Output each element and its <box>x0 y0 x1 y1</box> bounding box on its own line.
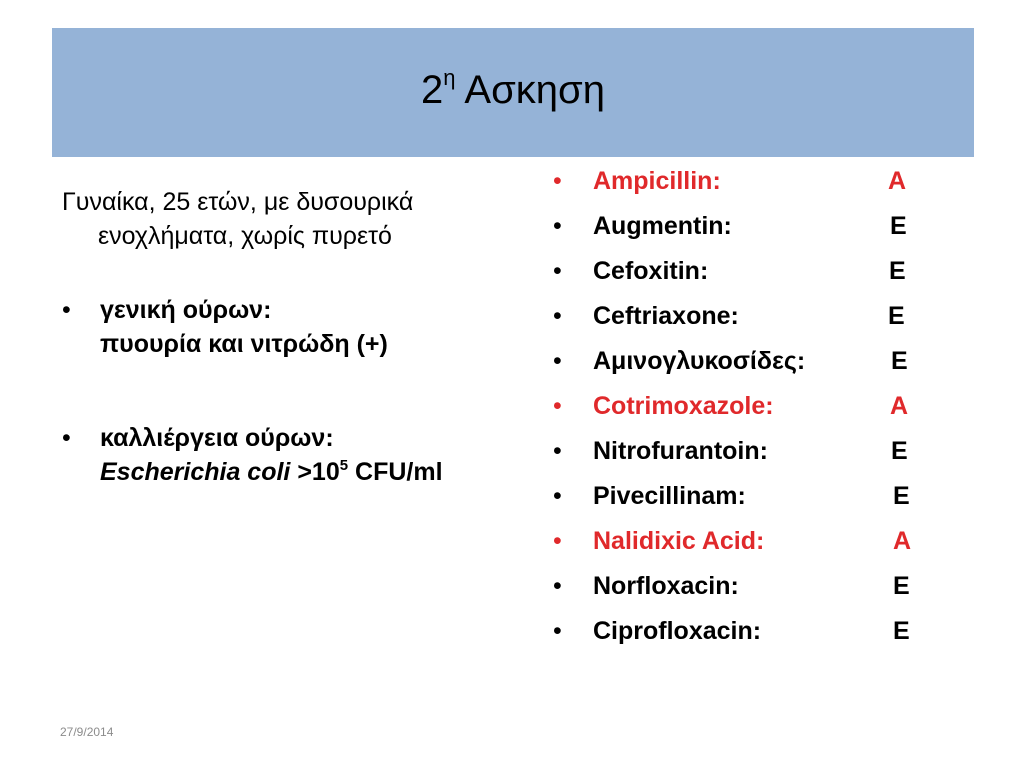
susceptibility-result: E <box>889 257 906 285</box>
bullet-icon: • <box>553 392 562 420</box>
antibiogram-list <box>553 163 973 658</box>
organism-name: Escherichia coli <box>100 458 291 486</box>
bullet-icon: • <box>62 424 71 452</box>
antibiotic-row <box>553 478 973 523</box>
antibiotic-row <box>553 163 973 208</box>
antibiotic-name: Nitrofurantoin: <box>593 437 768 465</box>
title-bar <box>52 28 974 157</box>
antibiotic-row <box>553 523 973 568</box>
culture-label: καλλιέργεια ούρων: <box>100 424 334 452</box>
antibiotic-name: Cefoxitin: <box>593 257 709 285</box>
urinalysis-label: γενική ούρων: <box>100 296 272 324</box>
susceptibility-result: E <box>891 437 908 465</box>
antibiotic-row <box>553 298 973 343</box>
antibiotic-name: Ciprofloxacin: <box>593 617 762 645</box>
bullet-icon: • <box>62 296 71 324</box>
antibiotic-row <box>553 343 973 388</box>
susceptibility-result: E <box>888 302 905 330</box>
antibiotic-name: Augmentin: <box>593 212 732 240</box>
culture-result: Escherichia coli $>10^5$ CFU/ml <box>100 457 443 486</box>
bullet-icon: • <box>553 572 562 600</box>
susceptibility-result: E <box>893 617 910 645</box>
bullet-icon: • <box>553 347 562 375</box>
susceptibility-result: A <box>890 392 909 420</box>
bullet-icon: • <box>553 167 562 195</box>
susceptibility-result: E <box>890 212 907 240</box>
urinalysis-result: πυουρία και νιτρώδη (+) <box>100 330 388 358</box>
bullet-icon: • <box>553 527 562 555</box>
bullet-icon: • <box>553 437 562 465</box>
antibiotic-row <box>553 253 973 298</box>
bullet-icon: • <box>553 257 562 285</box>
case-description <box>62 185 522 489</box>
antibiotic-name: Cotrimoxazole: <box>593 392 774 420</box>
bullet-icon: • <box>553 482 562 510</box>
antibiotic-name: Pivecillinam: <box>593 482 746 510</box>
antibiotic-row <box>553 568 973 613</box>
antibiotic-name: Norfloxacin: <box>593 572 739 600</box>
case-intro: Γυναίκα, 25 ετών, με δυσουρικά ενοχλήματα, χωρίς πυρετό <box>62 188 414 250</box>
slide-title: $2^\eta$ Ασκηση <box>421 65 605 112</box>
culture-bullet <box>62 421 522 489</box>
footer-date: 27/9/2014 <box>60 725 114 739</box>
urinalysis-bullet <box>62 293 522 361</box>
antibiotic-name: Nalidixic Acid: <box>593 527 765 555</box>
bullet-icon: • <box>553 617 562 645</box>
susceptibility-result: E <box>891 347 908 375</box>
antibiotic-row <box>553 613 973 658</box>
susceptibility-result: A <box>893 527 912 555</box>
bullet-icon: • <box>553 302 562 330</box>
antibiotic-name: Ceftriaxone: <box>593 302 739 330</box>
susceptibility-result: E <box>893 572 910 600</box>
antibiotic-name: Αμινογλυκοσίδες: <box>593 347 806 375</box>
antibiotic-row <box>553 433 973 478</box>
title-superscript: η <box>443 65 456 90</box>
bullet-icon: • <box>553 212 562 240</box>
susceptibility-result: E <box>893 482 910 510</box>
antibiotic-row <box>553 388 973 433</box>
antibiotic-row <box>553 208 973 253</box>
antibiotic-name: Ampicillin: <box>593 167 721 195</box>
susceptibility-result: A <box>888 167 907 195</box>
